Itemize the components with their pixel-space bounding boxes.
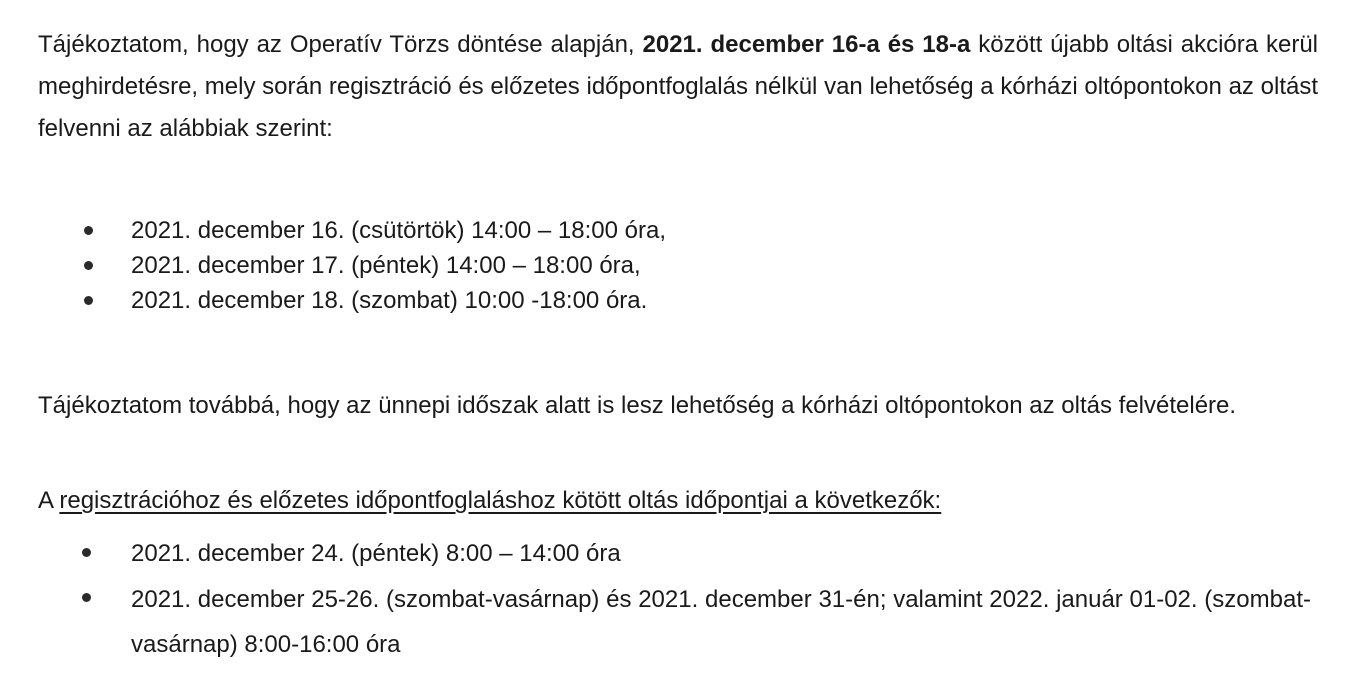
bullet-icon [84, 226, 93, 235]
list-item [0, 577, 1311, 667]
list-item [0, 283, 666, 318]
list-item-text: 2021. december 25-26. (szombat-vasárnap) és 2021. december 31-én; valamint 2022. január 01-02. (szombat-vasárnap) 8:00-16:00 óra [131, 586, 1311, 658]
walk-in-schedule-list [0, 213, 666, 318]
registration-prefix: A [38, 487, 60, 514]
list-item [0, 532, 1311, 575]
list-item-text: 2021. december 17. (péntek) 14:00 – 18:00 óra, [131, 252, 641, 279]
bullet-icon [82, 593, 91, 602]
intro-bold-dates: 2021. december 16-a és 18-a [642, 31, 971, 58]
list-item [0, 248, 666, 283]
registration-schedule-list [0, 532, 1311, 667]
intro-paragraph [38, 24, 1318, 150]
list-item-text: 2021. december 16. (csütörtök) 14:00 – 18:00 óra, [131, 217, 666, 244]
bullet-icon [84, 261, 93, 270]
registration-underlined-text: regisztrációhoz és előzetes időpontfoglaláshoz kötött oltás időpontjai a következők: [59, 487, 942, 514]
bullet-icon [84, 296, 93, 305]
list-item-text: 2021. december 18. (szombat) 10:00 -18:00 óra. [131, 287, 648, 314]
intro-text-start: Tájékoztatom, hogy az Operatív Törzs döntése alapján, [38, 31, 643, 58]
holiday-paragraph: Tájékoztatom továbbá, hogy az ünnepi időszak alatt is lesz lehetőség a kórházi oltópontokon az oltás felvételére. [38, 392, 1237, 419]
list-item-text: 2021. december 24. (péntek) 8:00 – 14:00 óra [131, 540, 621, 567]
intro-text-end: között újabb oltási akcióra kerül meghirdetésre, mely során regisztráció és előzetes időpontfoglalás nélkül van lehetőség a kórházi oltópontokon az oltást felvenni az alábbiak szerint: [38, 31, 1319, 142]
list-item [0, 213, 666, 248]
bullet-icon [82, 548, 91, 557]
registration-paragraph [38, 482, 1318, 520]
